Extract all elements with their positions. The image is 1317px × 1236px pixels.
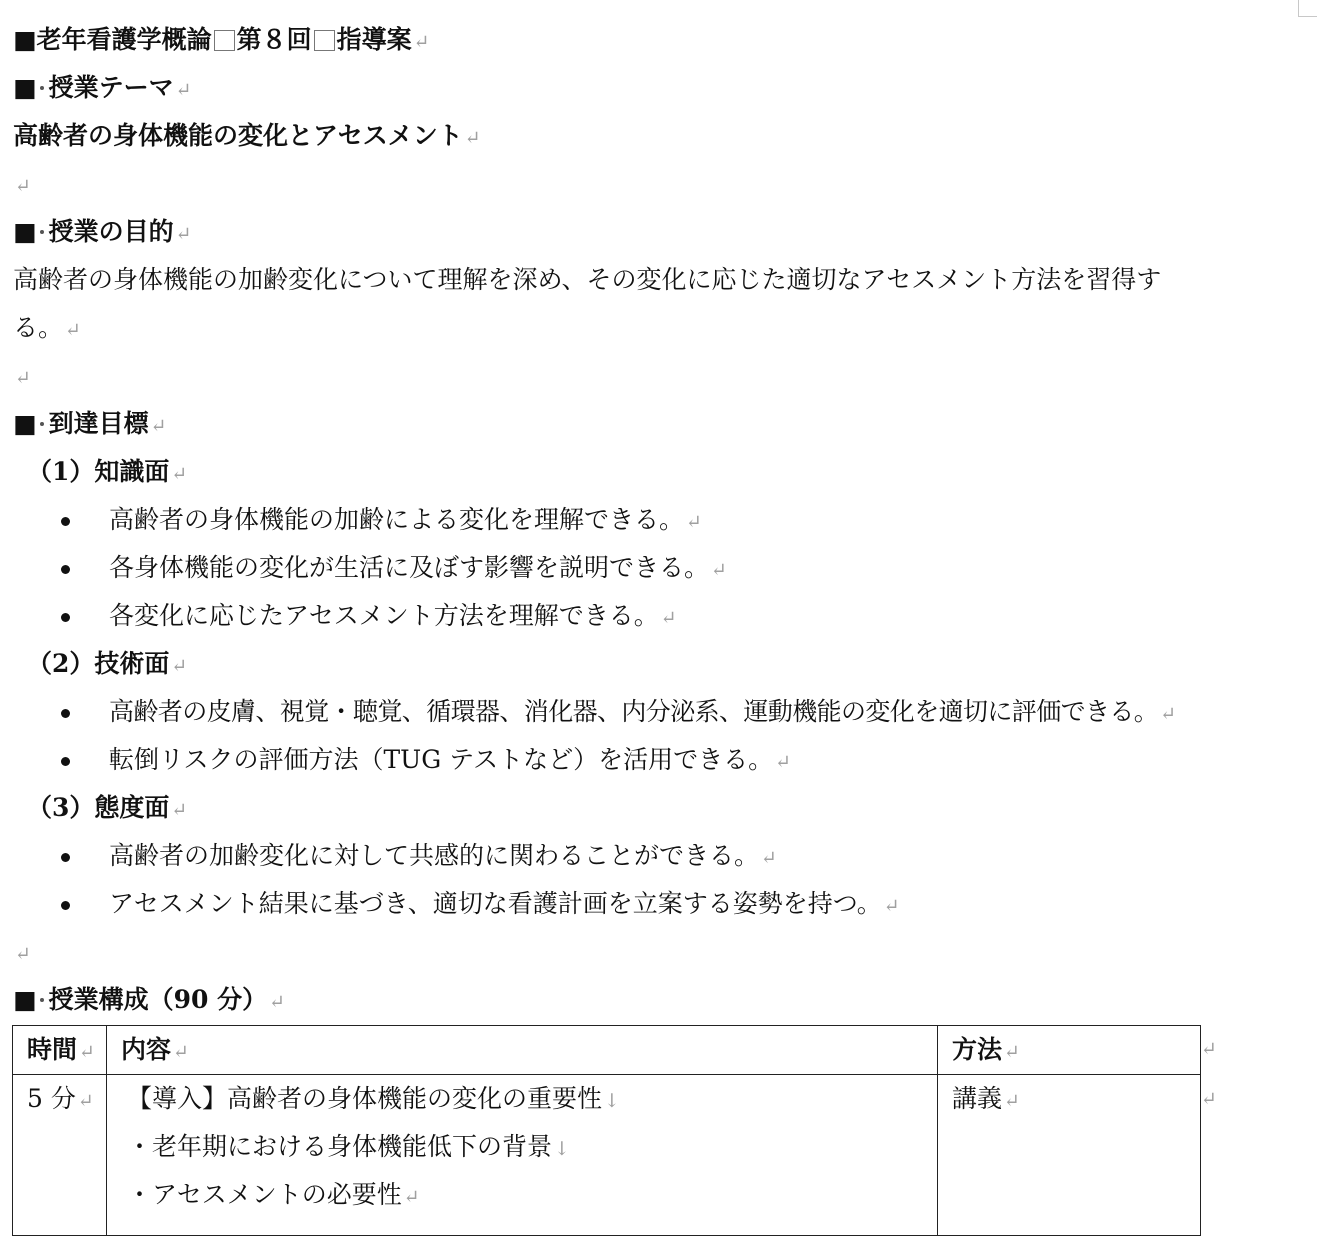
method-cell[interactable] (938, 1075, 1201, 1236)
heading-text: 授業の目的 (48, 217, 174, 246)
bullet-icon (61, 757, 70, 766)
paragraph-mark: ↵ (65, 319, 81, 341)
paragraph-mark: ↵ (79, 1041, 95, 1063)
paragraph-mark: ↵ (15, 367, 31, 389)
list-item-text: 高齢者の皮膚、視覚・聴覚、循環器、消化器、内分泌系、運動機能の変化を適切に評価できる。 (109, 697, 1159, 726)
paragraph-mark: ↵ (1160, 703, 1176, 725)
paragraph-mark: ↵ (150, 415, 167, 437)
heading-text: 授業構成（90 分） (48, 985, 268, 1014)
lesson-structure-table[interactable] (12, 1025, 1201, 1236)
empty-paragraph[interactable] (13, 928, 1313, 976)
list-item-text: 各身体機能の変化が生活に及ぼす影響を説明できる。 (109, 553, 710, 582)
purpose-text-line-1[interactable] (13, 256, 1313, 304)
paragraph-mark: ↵ (171, 463, 188, 485)
bullet-icon (61, 709, 70, 718)
paragraph-mark: ↵ (403, 1186, 420, 1208)
list-item-text: 高齢者の身体機能の加齢による変化を理解できる。 (109, 505, 685, 534)
header-cell-method[interactable] (938, 1026, 1201, 1075)
heading-square-icon: ■ (13, 217, 37, 246)
header-cell-content[interactable] (107, 1026, 938, 1075)
list-item-text: 高齢者の加齢変化に対して共感的に関わることができる。 (109, 841, 760, 870)
list-item[interactable] (13, 688, 1313, 736)
page-corner-mark-vertical (1298, 0, 1299, 17)
content-cell[interactable] (107, 1075, 938, 1236)
goal-category-skill[interactable] (13, 640, 1313, 688)
time-value: 5 分 (27, 1084, 76, 1113)
heading-text: 授業テーマ (48, 73, 174, 102)
space-dot-mark (40, 422, 44, 426)
table-row (13, 1075, 1201, 1236)
bullet-icon (61, 901, 70, 910)
list-item-text: アセスメント結果に基づき、適切な看護計画を立案する姿勢を持つ。 (109, 889, 882, 918)
row-end-mark: ↵ (1201, 1088, 1217, 1110)
heading-square-icon: ■ (13, 409, 37, 438)
paragraph-mark: ↵ (15, 943, 31, 965)
section-heading-goals[interactable] (13, 400, 1313, 448)
heading-square-icon: ■ (13, 73, 37, 102)
paragraph-mark: ↵ (761, 847, 777, 869)
bullet-icon (61, 565, 70, 574)
paragraph-mark: ↵ (269, 991, 286, 1013)
title-prefix: ■老年看護学概論 (13, 25, 212, 54)
header-label: 方法 (952, 1035, 1003, 1064)
paragraph-mark: ↵ (711, 559, 727, 581)
category-label: （3）態度面 (27, 793, 170, 822)
paragraph-mark: ↵ (1004, 1090, 1020, 1112)
line-break-mark: ↓ (604, 1090, 620, 1112)
theme-text[interactable] (13, 112, 1313, 160)
content-line: 【導入】高齢者の身体機能の変化の重要性 (127, 1084, 603, 1113)
list-item[interactable] (13, 832, 1313, 880)
title-session: 第８回 (236, 25, 312, 54)
paragraph-mark: ↵ (171, 799, 188, 821)
section-heading-theme[interactable] (13, 64, 1313, 112)
goal-category-attitude[interactable] (13, 784, 1313, 832)
paragraph-mark: ↵ (175, 79, 192, 101)
header-cell-time[interactable] (13, 1026, 107, 1075)
content-line: ・老年期における身体機能低下の背景 (127, 1132, 553, 1161)
header-label: 内容 (121, 1035, 172, 1064)
paragraph-mark: ↵ (175, 223, 192, 245)
content-line: ・アセスメントの必要性 (127, 1180, 402, 1209)
paragraph-mark: ↵ (77, 1090, 94, 1112)
space-dot-mark (40, 998, 44, 1002)
paragraph-mark: ↵ (1004, 1041, 1020, 1063)
purpose-text-line-2[interactable] (13, 304, 1313, 352)
list-item-text: 転倒リスクの評価方法（TUG テストなど）を活用できる。 (109, 745, 774, 774)
category-label: （2）技術面 (27, 649, 170, 678)
heading-square-icon: ■ (13, 985, 37, 1014)
list-item[interactable] (13, 544, 1313, 592)
category-label: （1）知識面 (27, 457, 170, 486)
time-cell[interactable] (13, 1075, 107, 1236)
list-item-text: 各変化に応じたアセスメント方法を理解できる。 (109, 601, 659, 630)
full-width-space-mark (314, 30, 335, 51)
header-label: 時間 (27, 1035, 78, 1064)
space-dot-mark (40, 86, 44, 90)
paragraph-mark: ↵ (686, 511, 702, 533)
document-page[interactable] (13, 16, 1313, 1024)
document-title[interactable] (13, 16, 1313, 64)
paragraph-mark: ↵ (775, 751, 792, 773)
list-item[interactable] (13, 592, 1313, 640)
line-break-mark: ↓ (554, 1138, 570, 1160)
empty-paragraph[interactable] (13, 160, 1313, 208)
section-heading-structure[interactable] (13, 976, 1313, 1024)
goal-category-knowledge[interactable] (13, 448, 1313, 496)
bullet-icon (61, 853, 70, 862)
paragraph-mark: ↵ (15, 175, 31, 197)
paragraph-mark: ↵ (464, 127, 481, 149)
method-value: 講義 (952, 1084, 1003, 1113)
theme-text-content: 高齢者の身体機能の変化とアセスメント (13, 121, 463, 150)
space-dot-mark (40, 230, 44, 234)
full-width-space-mark (214, 30, 235, 51)
empty-paragraph[interactable] (13, 352, 1313, 400)
list-item[interactable] (13, 496, 1313, 544)
paragraph-mark: ↵ (173, 1041, 189, 1063)
row-end-mark: ↵ (1201, 1038, 1217, 1060)
purpose-text: 高齢者の身体機能の加齢変化について理解を深め、その変化に応じた適切なアセスメント方法を習得す (13, 265, 1162, 294)
table-header-row (13, 1026, 1201, 1075)
paragraph-mark: ↵ (171, 655, 188, 677)
heading-text: 到達目標 (48, 409, 149, 438)
paragraph-mark: ↵ (413, 31, 430, 53)
paragraph-mark: ↵ (660, 607, 677, 629)
paragraph-mark: ↵ (883, 895, 900, 917)
section-heading-purpose[interactable] (13, 208, 1313, 256)
list-item[interactable] (13, 736, 1313, 784)
purpose-text: る。 (13, 313, 64, 342)
title-suffix: 指導案 (336, 25, 412, 54)
bullet-icon (61, 613, 70, 622)
bullet-icon (61, 517, 70, 526)
list-item[interactable] (13, 880, 1313, 928)
